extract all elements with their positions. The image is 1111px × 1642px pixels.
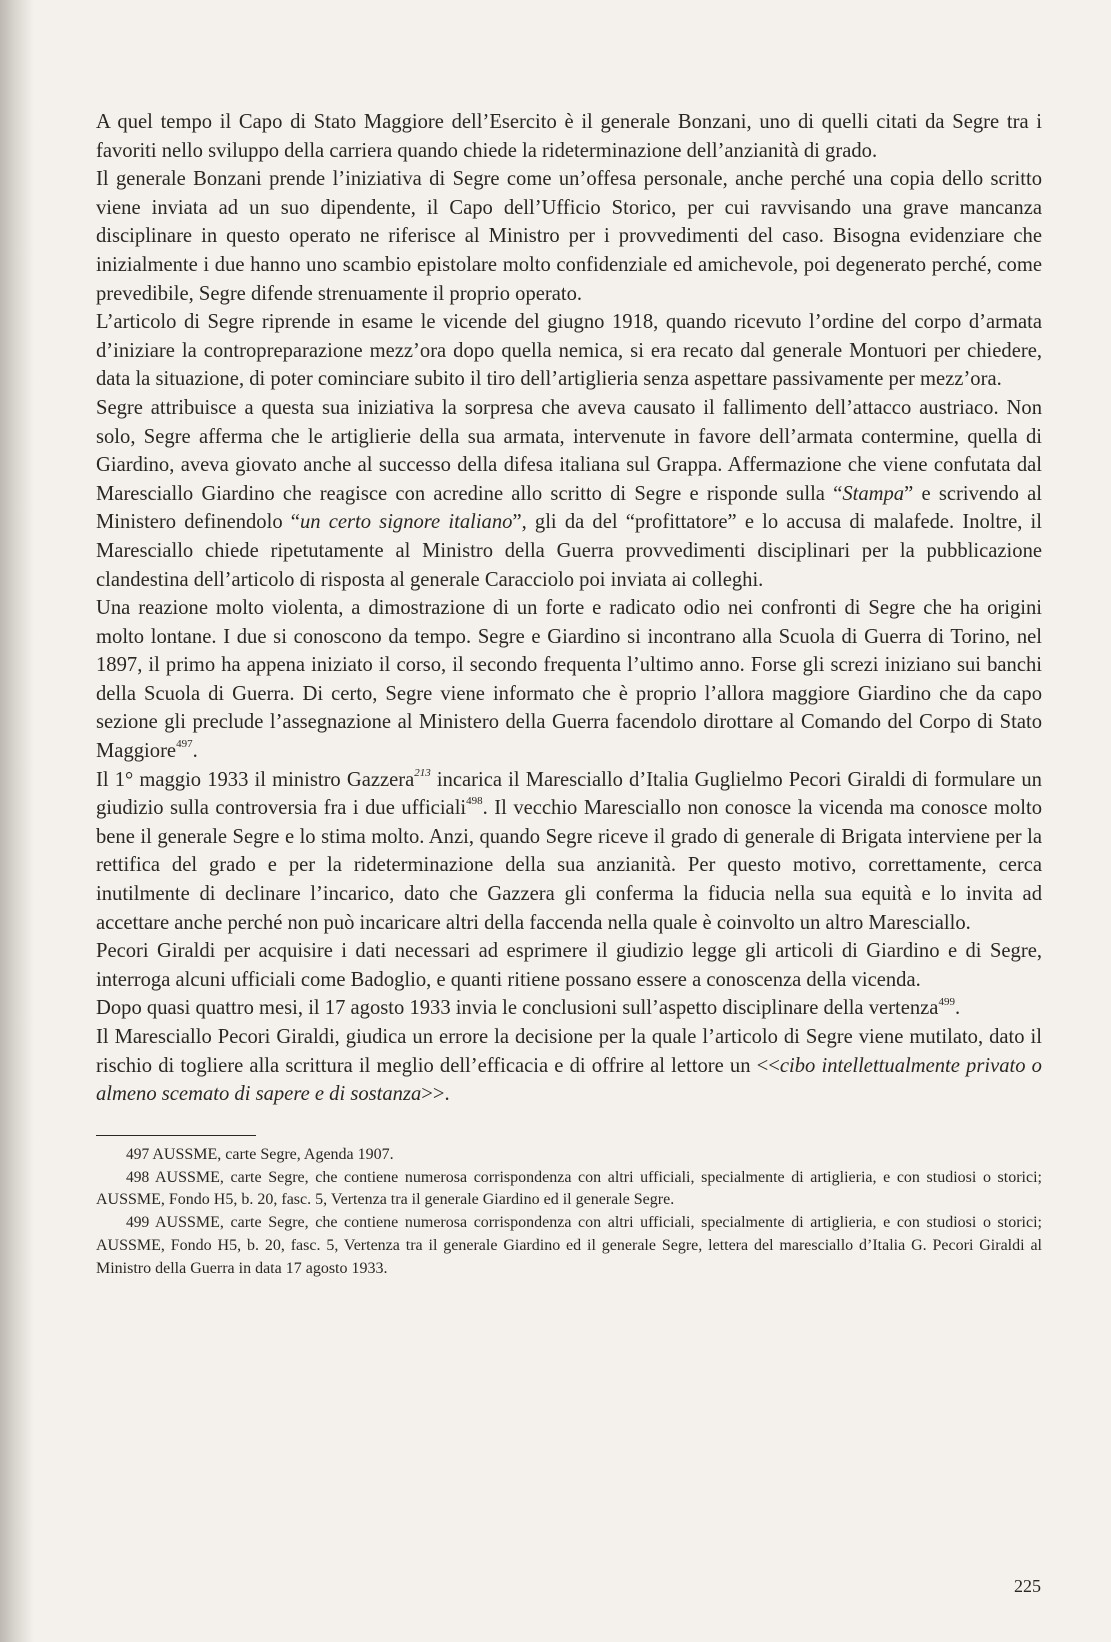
paragraph-9 (96, 1023, 1042, 1109)
paragraph-6 (96, 766, 1042, 938)
paragraph-9-text-a: Il Maresciallo Pecori Giraldi, giudica un errore la decisione per la quale l’articolo di Segre viene mutilato, dato il rischio di togliere alla scrittura il meglio dell’efficacia e di offrire al lettore un << (96, 1026, 1042, 1077)
footnote-ref-499[interactable]: 499 (938, 995, 955, 1008)
paragraph-4 (96, 394, 1042, 594)
book-page (96, 108, 1042, 1281)
paragraph-4-text-c: ”, gli da del “profittatore” e lo accusa di malafede. Inoltre, il Maresciallo chiede ripetutamente al Ministro della Guerra provvedimenti disciplinari per la pubblicazione clandestina dell’articolo di risposta al generale Caracciolo poi inviata ai colleghi. (96, 511, 1043, 591)
footnotes (96, 1144, 1042, 1281)
paragraph-5 (96, 594, 1042, 766)
footnote-497 (96, 1144, 1042, 1167)
paragraph-9-text-b: >>. (421, 1083, 450, 1106)
paragraph-6-text-c: . Il vecchio Maresciallo non conosce la vicenda ma conosce molto bene il generale Segre e lo stima molto. Anzi, quando Segre riceve il grado di generale di Brigata interviene per la rettifica del grado e per la rideterminazione della sua anzianità. Per questo motivo, correttamente, cerca inutilmente di declinare l’incarico, dato che Gazzera gli conferma la fiducia nella sua equità e lo invita ad accettare anche perché non può incaricare altri della faccenda nella quale è coinvolto un altro Maresciallo. (96, 797, 1042, 934)
footnote-number: 498 (126, 1168, 150, 1186)
footnote-ref-213-label: 213 (414, 766, 431, 779)
paragraph-4-text-a: Segre attribuisce a questa sua iniziativa la sorpresa che aveva causato il fallimento dell’attacco austriaco. Non solo, Segre afferma che le artiglierie della sua armata, intervenute in favore dell’armata contermine, quella di Giardino, aveva giovato anche al successo della difesa italiana sul Grappa. Affermazione che viene confutata dal Maresciallo Giardino che reagisce con acredine allo scritto di Segre e risponde sulla “ (96, 396, 1042, 505)
footnote-divider (96, 1135, 256, 1136)
footnote-text: AUSSME, carte Segre, Agenda 1907. (149, 1145, 394, 1163)
paragraph-8-text-a: Dopo quasi quattro mesi, il 17 agosto 1933 invia le conclusioni sull’aspetto disciplinare della vertenza (96, 997, 939, 1020)
footnote-499 (96, 1212, 1042, 1280)
paragraph-1: A quel tempo il Capo di Stato Maggiore dell’Esercito è il generale Bonzani, uno di quelli citati da Segre tra i favoriti nello sviluppo della carriera quando chiede la rideterminazione dell’anzianità di grado. (96, 111, 1042, 162)
paragraph-6-text-a: Il 1° maggio 1933 il ministro Gazzera (96, 768, 415, 791)
footnote-ref-213[interactable] (414, 767, 431, 779)
footnote-498 (96, 1167, 1042, 1213)
footnote-text: AUSSME, carte Segre, che contiene numerosa corrispondenza con altri ufficiali, specialmente di artiglieria, e con studiosi o storici; AUSSME, Fondo H5, b. 20, fasc. 5, Vertenza tra il generale Giardino ed il generale Segre. (96, 1168, 1042, 1209)
paragraph-5-text-a: Una reazione molto violenta, a dimostrazione di un forte e radicato odio nei confronti di Segre che ha origini molto lontane. I due si conoscono da tempo. Segre e Giardino si incontrano alla Scuola di Guerra di Torino, nel 1897, il primo ha appena iniziato il corso, il secondo frequenta l’ultimo anno. Forse gli screzi iniziano sui banchi della Scuola di Guerra. Di certo, Segre viene informato che è proprio l’allora maggiore Giardino che da capo sezione gli preclude l’assegnazione al Ministero della Guerra facendolo dirottare al Comando del Corpo di Stato Maggiore (96, 597, 1042, 763)
page-number: 225 (1014, 1576, 1041, 1596)
footnote-number: 497 (126, 1145, 150, 1163)
footnote-ref-497[interactable]: 497 (176, 738, 193, 751)
footnote-text: AUSSME, carte Segre, che contiene numerosa corrispondenza con altri ufficiali, specialmente di artiglieria, e con studiosi o storici; AUSSME, Fondo H5, b. 20, fasc. 5, Vertenza tra il generale Giardino ed il generale Segre, lettera del maresciallo d’Italia G. Pecori Giraldi al Ministro della Guerra in data 17 agosto 1933. (96, 1214, 1042, 1277)
page-gutter-shadow (0, 0, 34, 1642)
italic-quote: un certo signore italiano (299, 511, 513, 534)
italic-quote: cibo intellettualmente privato o almeno scemato di sapere e di sostanza (96, 1054, 1042, 1106)
footnote-ref-498[interactable]: 498 (466, 795, 483, 808)
paragraph-3: L’articolo di Segre riprende in esame le vicende del giugno 1918, quando ricevuto l’ordine del corpo d’armata d’iniziare la contropreparazione mezz’ora dopo quella nemica, si era recato dal generale Montuori per chiedere, data la situazione, di poter cominciare subito il tiro dell’artiglieria senza aspettare passivamente per mezz’ora. (96, 311, 1042, 391)
paragraph-6-text-b: incarica il Maresciallo d’Italia Guglielmo Pecori Giraldi di formulare un giudizio sulla controversia fra i due ufficiali (96, 768, 1042, 820)
paragraph-8-text-b: . (954, 997, 961, 1020)
paragraph-8 (96, 994, 1042, 1023)
paragraph-5-text-b: . (192, 740, 198, 763)
paragraph-4-text-b: ” e scrivendo al Ministero definendolo “ (96, 482, 1042, 534)
paragraph-2: Il generale Bonzani prende l’iniziativa di Segre come un’offesa personale, anche perché una copia dello scritto viene inviata ad un suo dipendente, il Capo dell’Ufficio Storico, per cui ravvisando una grave mancanza disciplinare in questo operato ne riferisce al Ministro per i provvedimenti del caso. Bisogna evidenziare che inizialmente i due hanno uno scambio epistolare molto confidenziale ed amichevole, poi degenerato perché, come prevedibile, Segre difende strenuamente il proprio operato. (96, 168, 1042, 305)
stampa-title: Stampa (842, 482, 905, 505)
body-text (96, 108, 1042, 1109)
paragraph-7: Pecori Giraldi per acquisire i dati necessari ad esprimere il giudizio legge gli articoli di Giardino e di Segre, interroga alcuni ufficiali come Badoglio, e quanti ritiene possano essere a conoscenza della vicenda. (96, 940, 1042, 991)
footnote-number: 499 (126, 1214, 150, 1232)
